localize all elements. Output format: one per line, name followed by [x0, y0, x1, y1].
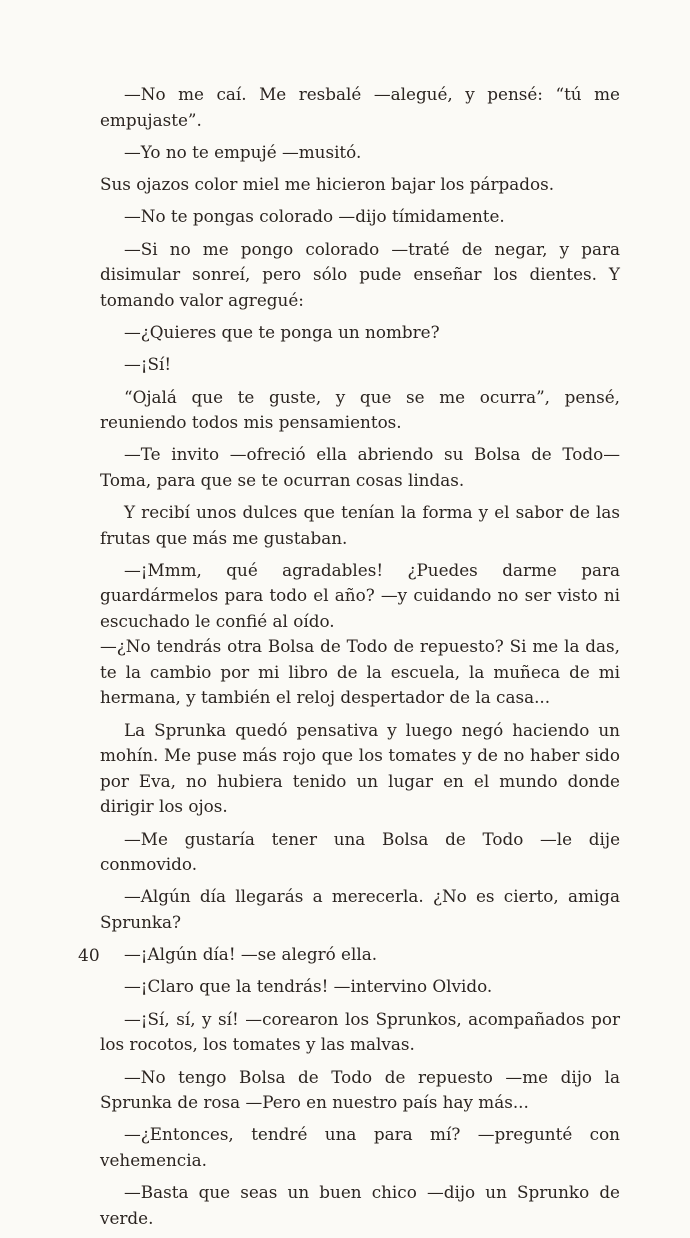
- paragraph: —¿Entonces, tendré una para mí? —pregunté con vehemencia.: [100, 1124, 620, 1170]
- body-text: [100, 82, 620, 1238]
- paragraph: —Te invito —ofreció ella abriendo su Bolsa de Todo— Toma, para que se te ocurran cosas lindas.: [100, 444, 620, 490]
- paragraph: —Me gustaría tener una Bolsa de Todo —le dije conmovido.: [100, 828, 620, 875]
- paragraph: —No me caí. Me resbalé —alegué, y pensé: “tú me empujaste”.: [100, 84, 620, 130]
- paragraph: —No te pongas colorado —dijo tímidamente.: [124, 206, 505, 227]
- paragraph: —No tengo Bolsa de Todo de repuesto —me dijo la Sprunka de rosa —Pero en nuestro país hay más...: [100, 1066, 620, 1113]
- paragraph: “Ojalá que te guste, y que se me ocurra”, pensé, reuniendo todos mis pensamientos.: [100, 386, 620, 433]
- paragraph: —¡Mmm, qué agradables! ¿Puedes darme para guardármelos para todo el año? —y cuidando no ser visto ni escuchado le confié al oído.: [100, 559, 620, 631]
- paragraph: —Si no me pongo colorado —traté de negar, y para disimular sonreí, pero sólo pude enseñar los dientes. Y tomando valor agregué:: [100, 238, 620, 310]
- paragraph: Sus ojazos color miel me hicieron bajar los párpados.: [100, 174, 555, 195]
- paragraph: —¡Sí!: [124, 354, 172, 375]
- paragraph: —¡Claro que la tendrás! —intervino Olvido.: [124, 976, 493, 997]
- paragraph: —Yo no te empujé —musitó.: [124, 141, 362, 162]
- paragraph: —¡Algún día! —se alegró ella.: [124, 944, 378, 965]
- paragraph: —¿Quieres que te ponga un nombre?: [124, 321, 440, 342]
- paragraph: Y recibí unos dulces que tenían la forma y el sabor de las frutas que más me gustaban.: [100, 502, 620, 548]
- paragraph: La Sprunka quedó pensativa y luego negó haciendo un mohín. Me puse más rojo que los tomates y de no haber sido por Eva, no hubiera tenido un lugar en el mundo donde dirigir los ojos.: [100, 719, 620, 817]
- paragraph: —Basta que seas un buen chico —dijo un Sprunko de verde.: [100, 1182, 620, 1228]
- paragraph: —¿No tendrás otra Bolsa de Todo de repuesto? Si me la das, te la cambio por mi libro de la escuela, la muñeca de mi hermana, y también el reloj despertador de la casa...: [100, 636, 620, 708]
- page-number: 40: [78, 946, 100, 966]
- paragraph: —Algún día llegarás a merecerla. ¿No es cierto, amiga Sprunka?: [100, 886, 620, 932]
- paragraph: —¡Sí, sí, y sí! —corearon los Sprunkos, acompañados por los rocotos, los tomates y las malvas.: [100, 1008, 620, 1055]
